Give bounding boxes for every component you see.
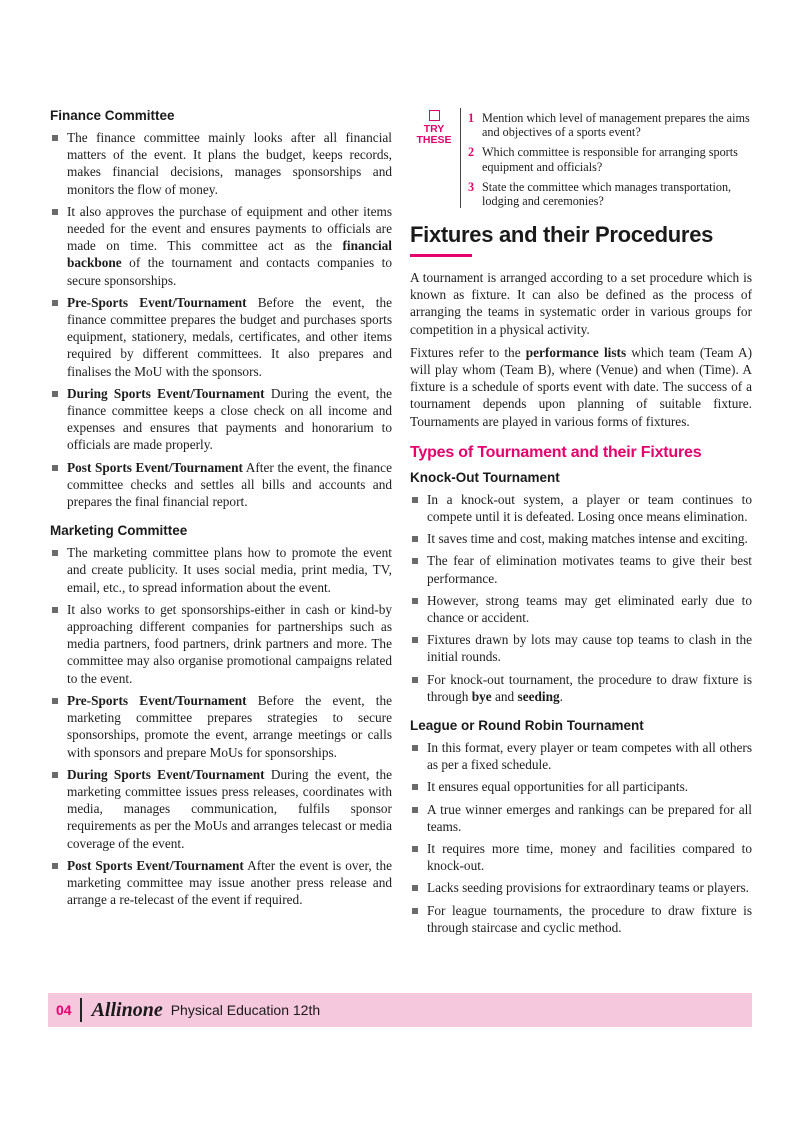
list-item: It saves time and cost, making matches intense and exciting.: [410, 530, 752, 547]
divider: [460, 108, 461, 208]
list-item: For knock-out tournament, the procedure to draw fixture is through bye and seeding.: [410, 671, 752, 705]
list-item: It requires more time, money and facilities compared to knock-out.: [410, 840, 752, 874]
list-item: Fixtures drawn by lots may cause top teams to clash in the initial rounds.: [410, 631, 752, 665]
question-item: 2 Which committee is responsible for arranging sports equipment and officials?: [468, 145, 738, 174]
try-these-box: [410, 108, 752, 214]
list-item: Pre-Sports Event/Tournament Before the event, the marketing committee prepares strategies to secure sponsorships, promote the event, arrange meetings or calls with sponsors and prepare MoUs for sponsorships.: [50, 692, 392, 761]
checkbox-icon: [429, 110, 440, 121]
list-item: During Sports Event/Tournament During the event, the marketing committee issues press releases, coordinates with media, manages communication, fulfils sponsor requirements as per the MoUs and arranges telecast or media coverage of the event.: [50, 766, 392, 852]
page-number: 04: [56, 1002, 72, 1018]
list-item: Pre-Sports Event/Tournament Before the event, the finance committee prepares the budget and purchases sports equipment, stationery, medals, certificates, and other items required by different committees. It also prepares and finalises the MoU with the sponsors.: [50, 294, 392, 380]
list-item: It ensures equal opportunities for all participants.: [410, 778, 752, 795]
question-item: 3 State the committee which manages transportation, lodging and ceremonies?: [468, 179, 732, 209]
knockout-list: [410, 491, 752, 705]
league-heading: League or Round Robin Tournament: [410, 718, 644, 734]
list-item: Post Sports Event/Tournament After the event is over, the marketing committee may issue another press release and arrange a re-telecast of the event if required.: [50, 857, 392, 909]
list-item: However, strong teams may get eliminated early due to chance or accident.: [410, 592, 752, 626]
these-label: THESE: [416, 134, 452, 146]
list-item: During Sports Event/Tournament During the event, the finance committee keeps a close check on all income and expenses and ensures that payments and honorarium to officials are made properly.: [50, 385, 392, 454]
list-item: The finance committee mainly looks after all financial matters of the event. It plans the budget, keeps records, makes financial decisions, manages sponsorships and monitors the flow of money.: [50, 129, 392, 198]
finance-list: [50, 129, 392, 510]
list-item: It also works to get sponsorships-either in cash or kind-by approaching different companies for partnerships such as media partners, food partners, drink partners and more. The committee may also organise promotional campaigns related to the event.: [50, 601, 392, 687]
try-these-questions: [468, 111, 752, 214]
try-these-badge: [414, 110, 454, 146]
footer-divider: [80, 998, 82, 1022]
types-heading: Types of Tournament and their Fixtures: [410, 443, 702, 461]
fixtures-paragraph-1: A tournament is arranged according to a set procedure which is known as fixture. It can also be defined as the process of arranging the teams in systematic order in various groups for competition in a physical activity.: [410, 270, 752, 337]
list-item: Post Sports Event/Tournament After the event, the finance committee checks and settles all bills and accounts and prepares the final financial report.: [50, 459, 392, 511]
list-item: It also approves the purchase of equipment and other items needed for the event and ensures payments to officials are made on time. This committee act as the financial backbone of the tournament and contacts companies to secure sponsorships.: [50, 203, 392, 289]
knockout-heading: Knock-Out Tournament: [410, 469, 560, 485]
question-item: 1 Mention which level of management prepares the aims and objectives of a sports event?: [468, 111, 750, 140]
finance-committee-heading: Finance Committee: [50, 108, 175, 123]
try-label: TRY: [423, 123, 445, 135]
right-column: [410, 108, 752, 941]
fixtures-paragraph-2: Fixtures refer to the performance lists which team (Team A) will play whom (Team B), where (Venue) and when (Time). A fixture is a schedule of sports event with date. The success of a tournament depends upon planning of suitable fixture. Tournaments are played in various forms of fixtures.: [410, 344, 752, 429]
list-item: For league tournaments, the procedure to draw fixture is through staircase and cyclic method.: [410, 902, 752, 936]
list-item: Lacks seeding provisions for extraordinary teams or players.: [410, 879, 752, 896]
page-footer: [48, 993, 752, 1027]
section-title: Fixtures and their Procedures: [410, 222, 714, 247]
marketing-committee-heading: Marketing Committee: [50, 523, 188, 539]
league-list: [410, 739, 752, 936]
marketing-list: [50, 544, 392, 908]
list-item: A true winner emerges and rankings can be prepared for all teams.: [410, 801, 752, 835]
list-item: In this format, every player or team competes with all others as per a fixed schedule.: [410, 739, 752, 773]
title-underline: [410, 254, 472, 257]
book-title: Physical Education 12th: [170, 1002, 321, 1018]
left-column: [50, 108, 392, 913]
list-item: The fear of elimination motivates teams to give their best performance.: [410, 552, 752, 586]
list-item: In a knock-out system, a player or team continues to compete until it is defeated. Losing once means elimination.: [410, 491, 752, 525]
list-item: The marketing committee plans how to promote the event and create publicity. It uses social media, print media, TV, email, etc., to spread information about the event.: [50, 544, 392, 596]
brand-logo: Allinone: [91, 998, 163, 1021]
